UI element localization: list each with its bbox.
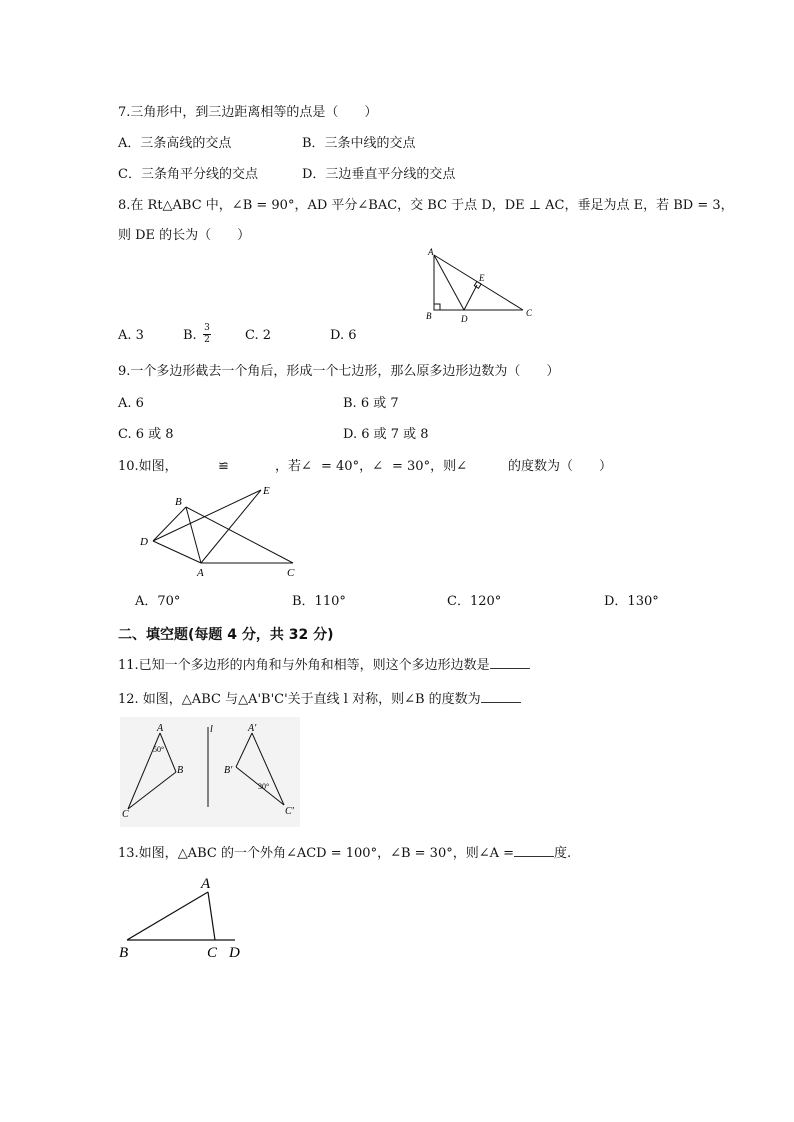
- q10-stem-part4: = 40°，∠: [321, 459, 383, 474]
- q12-label-a-prime: A': [248, 723, 257, 734]
- q10-option-d: D．130°: [604, 594, 659, 609]
- q8-option-b-prefix: B.: [183, 328, 197, 343]
- fraction-denominator: 2: [204, 335, 210, 345]
- q8-label-b: B: [426, 311, 432, 321]
- q12-stem: 12. 如图，△ABC 与△A'B'C'关于直线 l 对称，则∠B 的度数为: [118, 692, 481, 707]
- q7-option-a: A．三条高线的交点: [118, 136, 232, 151]
- q13-label-a: A: [201, 876, 211, 892]
- q8-figure: [420, 245, 545, 325]
- q12-label-b: B: [177, 765, 184, 776]
- q12-label-a: A: [157, 723, 164, 734]
- q10-stem-part5: = 30°，则∠: [392, 459, 467, 474]
- q10-option-a: A．70°: [135, 594, 181, 609]
- q9-option-b: B. 6 或 7: [343, 396, 399, 411]
- q13-stem-part2: △ABC 的一个外角∠ACD = 100°，∠B = 30°，则∠A =: [177, 846, 515, 861]
- q8-label-e: E: [479, 273, 485, 283]
- q13-label-c: C: [207, 945, 218, 961]
- q10-stem-part6: 的度数为（ ）: [508, 459, 613, 474]
- q12-answer-blank: [481, 690, 521, 703]
- q13-label-d: D: [229, 945, 240, 961]
- fraction-numerator: 3: [204, 323, 210, 333]
- q13-label-b: B: [119, 945, 129, 961]
- q12-figure: [120, 717, 300, 827]
- q11-stem: 11.已知一个多边形的内角和与外角和相等，则这个多边形边数是: [118, 658, 490, 673]
- q10-label-b: B: [175, 496, 182, 508]
- q8-option-d: D. 6: [330, 328, 357, 343]
- q10-label-e: E: [263, 485, 270, 497]
- q8-option-c: C. 2: [245, 328, 272, 343]
- q12-angle-50: 50°: [153, 745, 165, 754]
- q9-option-d: D. 6 或 7 或 8: [343, 427, 429, 442]
- q9-stem: 9.一个多边形截去一个角后，形成一个七边形，那么原多边形边数为（ ）: [118, 364, 560, 379]
- q10-label-a: A: [197, 567, 204, 579]
- q12-label-c-prime: C': [285, 806, 294, 817]
- q12-label-l: l: [210, 724, 213, 735]
- q10-congruent-symbol: ≌: [218, 459, 229, 474]
- q10-stem-part1: 10.如图，: [118, 459, 178, 474]
- q9-option-a: A. 6: [118, 396, 144, 411]
- q7-option-b: B．三条中线的交点: [302, 136, 416, 151]
- q8-option-b-fraction: [203, 324, 211, 345]
- q10-option-c: C．120°: [447, 594, 502, 609]
- q10-stem-part3: ，若∠: [275, 459, 312, 474]
- q12-stem-line: [118, 690, 521, 708]
- q11-answer-blank: [490, 656, 530, 669]
- q8-label-a: A: [428, 247, 434, 257]
- q9-option-c: C. 6 或 8: [118, 427, 174, 442]
- q13-stem-part3: 度.: [554, 846, 572, 861]
- q8-label-d: D: [461, 314, 468, 324]
- q12-label-b-prime: B': [224, 765, 233, 776]
- q7-stem: 7.三角形中，到三边距离相等的点是（ ）: [118, 105, 378, 120]
- q10-option-b: B．110°: [292, 594, 346, 609]
- q13-figure: [115, 870, 255, 965]
- q12-angle-30: 30°: [258, 782, 270, 791]
- q12-label-c: C: [122, 809, 129, 820]
- q11-stem-line: [118, 656, 530, 674]
- q13-answer-blank: [514, 844, 554, 857]
- q8-stem-line2: 则 DE 的长为（ ）: [118, 228, 251, 243]
- q13-stem-line: [118, 844, 571, 862]
- q13-stem-part1: 13.如图，: [118, 846, 178, 861]
- section-title: 二、填空题(每题 4 分，共 32 分): [118, 627, 334, 643]
- q10-label-d: D: [140, 536, 148, 548]
- q8-label-c: C: [526, 308, 533, 318]
- q12-figure-panel: [120, 717, 300, 827]
- q7-option-c: C．三条角平分线的交点: [118, 167, 258, 182]
- q8-stem-line1: 8.在 Rt△ABC 中，∠B = 90°，AD 平分∠BAC，交 BC 于点 D，DE ⊥ AC，垂足为点 E，若 BD = 3，: [118, 198, 734, 213]
- q7-option-d: D．三边垂直平分线的交点: [302, 167, 456, 182]
- q10-label-c: C: [287, 567, 295, 579]
- q10-figure: [135, 480, 310, 580]
- q8-option-a: A. 3: [118, 328, 144, 343]
